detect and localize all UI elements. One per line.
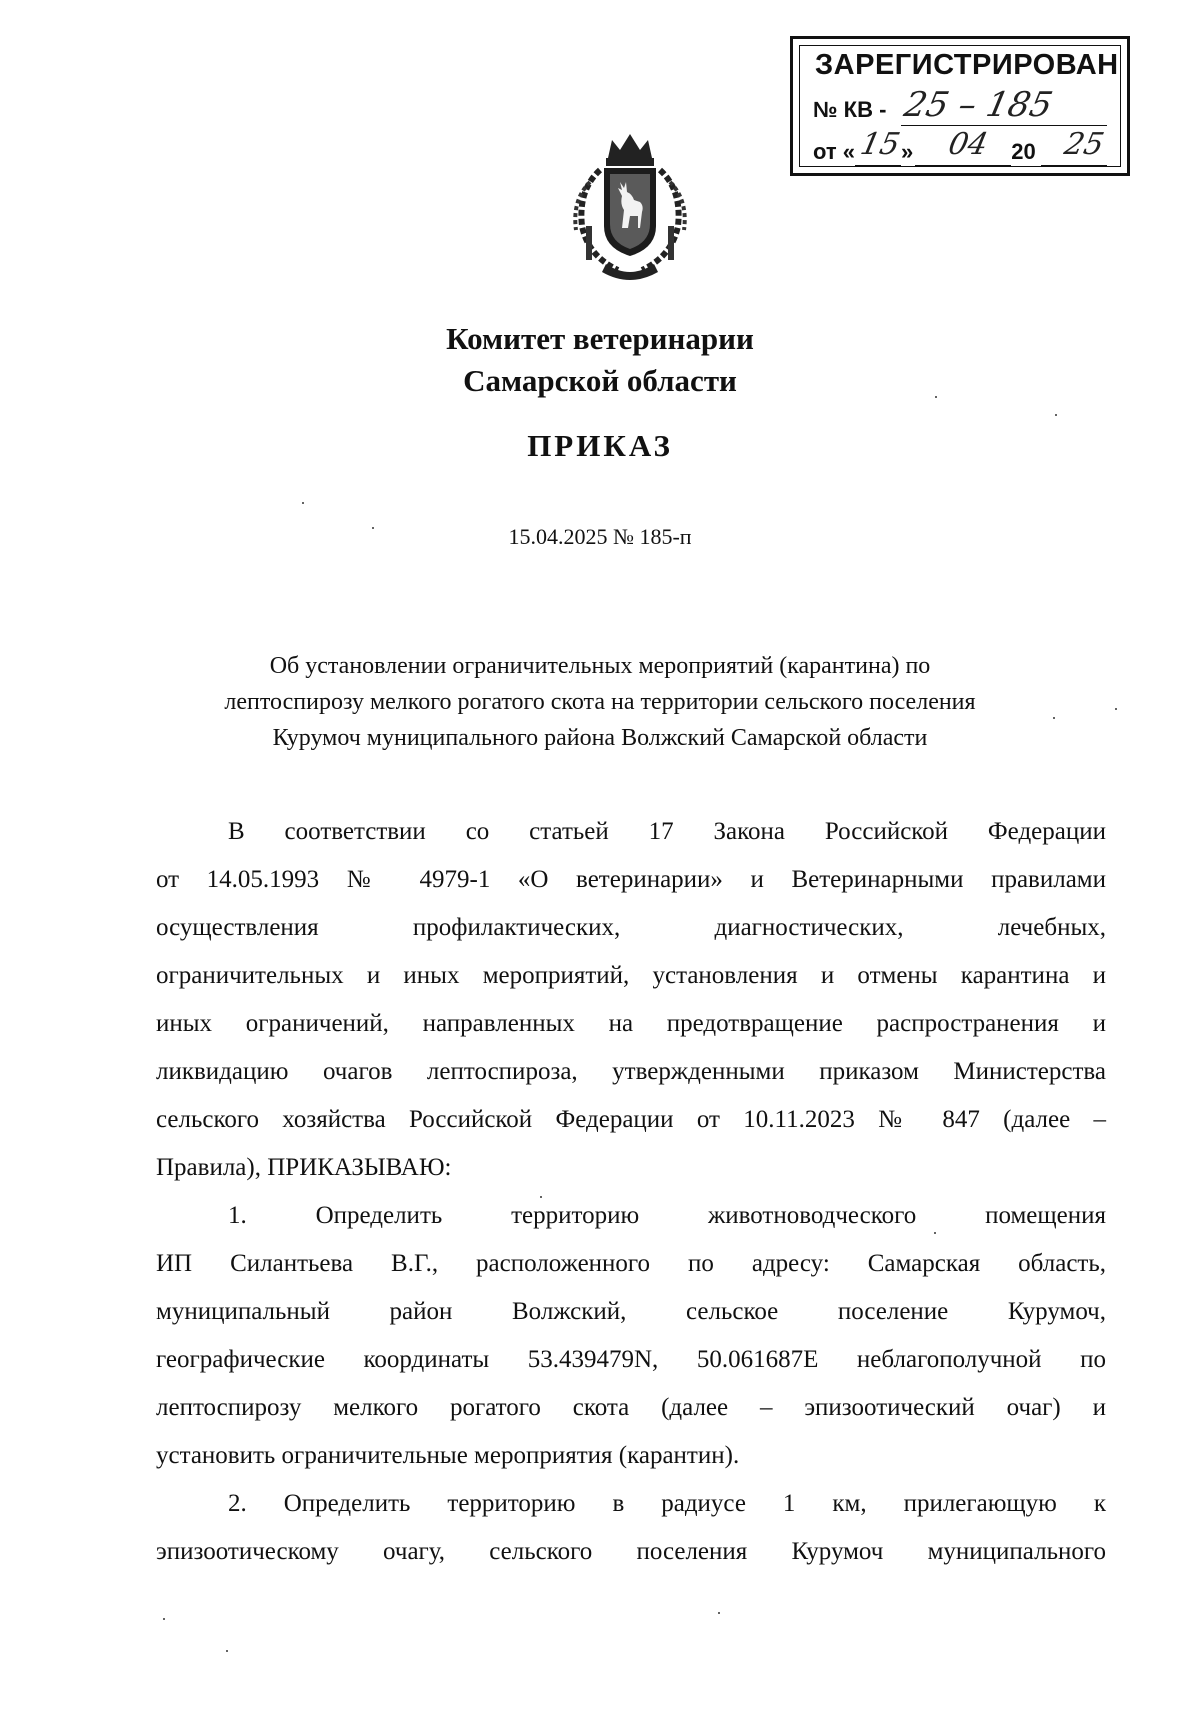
organization-line-2: Самарской области <box>463 363 737 398</box>
body-line: ликвидацию очагов лептоспироза, утвержденными приказом Министерства <box>156 1058 1106 1085</box>
body-line: муниципальный район Волжский, сельское поселение Курумоч, <box>156 1298 1106 1325</box>
stamp-number-handwritten: 25 – 185 <box>900 85 1057 125</box>
body-line: Правила), ПРИКАЗЫВАЮ: <box>156 1154 452 1181</box>
body-line: В соответствии со статьей 17 Закона Российской Федерации <box>228 818 1106 845</box>
samara-coat-of-arms-icon <box>560 130 700 290</box>
stamp-title: ЗАРЕГИСТРИРОВАН <box>815 49 1119 81</box>
stamp-date-month: 04 <box>945 127 991 162</box>
subject-line: лептоспирозу мелкого рогатого скота на территории сельского поселения <box>224 689 976 715</box>
body-line: лептоспирозу мелкого рогатого скота (далее – эпизоотический очаг) и <box>156 1394 1106 1421</box>
body-line: установить ограничительные мероприятия (карантин). <box>156 1442 740 1469</box>
registration-stamp <box>790 36 1130 176</box>
document-body <box>156 814 1106 1582</box>
body-line: от 14.05.1993 № 4979-1 «О ветеринарии» и Ветеринарными правилами <box>156 866 1106 893</box>
stamp-year-prefix: 20 <box>1011 139 1036 164</box>
stamp-number-row <box>813 97 886 123</box>
body-line: эпизоотическому очагу, сельского поселения Курумоч муниципального <box>156 1538 1106 1565</box>
body-line: географические координаты 53.439479N, 50.061687E неблагополучной по <box>156 1346 1106 1373</box>
body-line: 2. Определить территорию в радиусе 1 км, прилегающую к <box>228 1490 1106 1517</box>
stamp-date-prefix: от « <box>813 139 856 164</box>
body-line: иных ограничений, направленных на предотвращение распространения и <box>156 1010 1106 1037</box>
body-line: сельского хозяйства Российской Федерации от 10.11.2023 № 847 (далее – <box>156 1106 1106 1133</box>
stamp-number-prefix: № КВ - <box>813 97 887 122</box>
body-line: 1. Определить территорию животноводческого помещения <box>228 1202 1106 1229</box>
stamp-date-day: 15 <box>857 127 903 162</box>
body-line: ИП Силантьева В.Г., расположенного по адресу: Самарская область, <box>156 1250 1106 1277</box>
stamp-date-row <box>813 139 1036 165</box>
document-type: ПРИКАЗ <box>527 428 673 463</box>
document-subject <box>0 648 1200 756</box>
body-line: осуществления профилактических, диагностических, лечебных, <box>156 914 1106 941</box>
organization-name <box>0 318 1200 402</box>
subject-line: Курумоч муниципального района Волжский Самарской области <box>272 725 928 751</box>
stamp-date-year: 25 <box>1061 127 1107 162</box>
document-number: 15.04.2025 № 185-п <box>508 524 692 549</box>
subject-line: Об установлении ограничительных мероприятий (карантина) по <box>269 653 931 679</box>
stamp-date-mid: » <box>901 139 914 164</box>
body-line: ограничительных и иных мероприятий, установления и отмены карантина и <box>156 962 1106 989</box>
organization-line-1: Комитет ветеринарии <box>446 321 754 356</box>
